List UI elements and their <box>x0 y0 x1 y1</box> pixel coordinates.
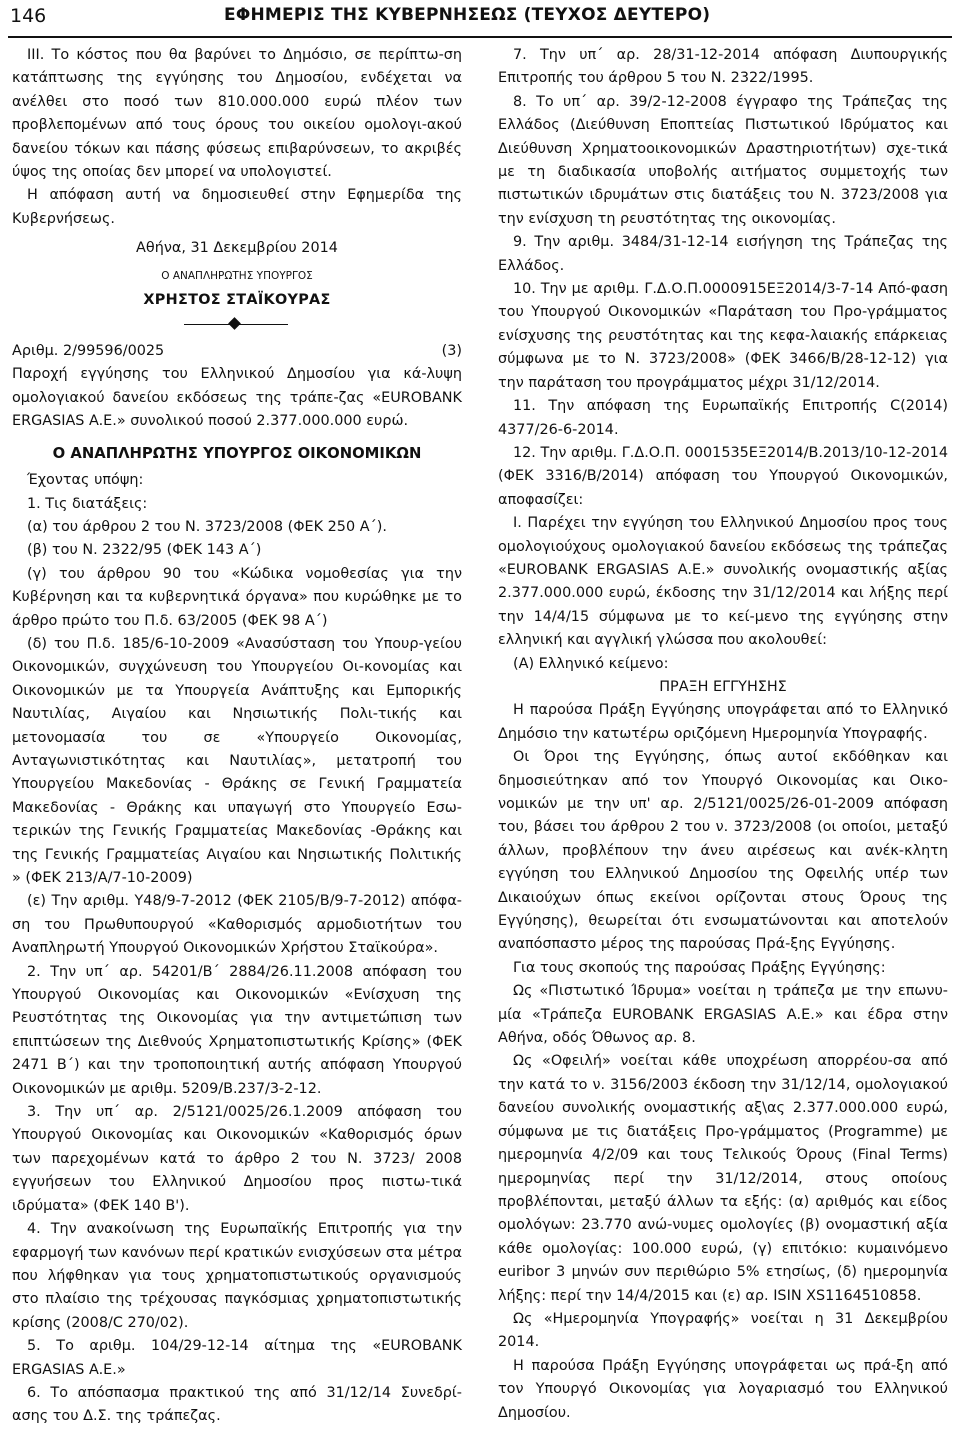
decision-index: (3) <box>441 343 462 360</box>
list-item: (α) του άρθρου 2 του Ν. 3723/2008 (ΦΕΚ 250 Α΄). <box>27 518 387 535</box>
paragraph: Η απόφαση αυτή να δημοσιευθεί στην Εφημερίδα της Κυβερνήσεως. <box>12 187 462 227</box>
paragraph: Ως «Οφειλή» νοείται κάθε υποχρέωση απορρέου-σα από την κατά το ν. 3156/2003 έκδοση την 31/12/14, ομολογιακού δανείου συνολικής ονομαστικής αξ\ας 2.377.000.000 ευρώ, σύμφωνα με τις διατάξεις Προ-γράμματος (Programme) με ημερομηνία 4/2/09 και τους Τελικούς Όρους (Final Terms) ημερομηνίας περί την 31/12/2014, στους οποίους προβλέπονται, μεταξύ άλλων τα εξής: (α) αριθμός και είδος ομολόγων: 23.770 ανώ-νυμες ομολογίες (β) ονομαστική αξία κάθε ομολογίας: 100.000 ευρώ, (γ) επιτόκιο: κυμαινόμενο euribor 3 μηνών συν περιθώριο 5% ετησίως, (δ) ημερομηνία λήξης: περί την 14/4/2015 και (ε) αρ. ISIN XS1164510858. <box>498 1053 948 1304</box>
list-item: 10. Την με αριθμ. Γ.Δ.Ο.Π.0000915ΕΞ2014/3-7-14 Από-φαση του Υπουργού Οικονομικών «Παράταση του Προ-γράμματος ενίσχυσης της ρευστότητας και της κεφα-λαιακής επάρκειας σύμφωνα με το Ν. 3723/2008» (ΦΕΚ 3466/Β/28-12-12) για την παράταση του προγράμματος μέχρι 31/12/2014. <box>498 281 948 391</box>
paragraph: (Α) Ελληνικό κείμενο: <box>513 655 669 672</box>
decision-number: Αριθμ. 2/99596/0025 <box>12 343 165 360</box>
right-column <box>498 44 948 1425</box>
header-rule <box>8 36 952 38</box>
decision-number-row <box>12 340 462 363</box>
list-item: (β) του Ν. 2322/95 (ΦΕΚ 143 Α΄) <box>27 542 262 559</box>
list-item: Έχοντας υπόψη: <box>27 472 144 489</box>
list-item: 1. Τις διατάξεις: <box>27 495 148 512</box>
list-item: 5. Το αριθμ. 104/29-12-14 αίτημα της «EUROBANK ERGASIAS A.E.» <box>12 1338 462 1378</box>
paragraph: Για τους σκοπούς της παρούσας Πράξης Εγγύησης: <box>513 959 886 976</box>
list-item: 3. Την υπ΄ αρ. 2/5121/0025/26.1.2009 απόφαση του Υπουργού Οικονομίας και Οικονομικών «Καθορισμός όρων των παρεχομένων κατά το άρθρο 2 του Ν. 3723/ 2008 εγγυήσεων του Ελληνικού Δημοσίου προς πιστω-τικά ιδρύματα» (ΦΕΚ 140 Β'). <box>12 1104 462 1214</box>
signature-role: Ο ΑΝΑΠΛΗΡΩΤΗΣ ΥΠΟΥΡΓΟΣ <box>161 269 313 282</box>
paragraph: Οι Όροι της Εγγύησης, όπως αυτοί εκδόθηκαν και δημοσιεύτηκαν από τον Υπουργό Οικονομίας και Οικο-νομικών με την υπ' αρ. 2/5121/0025/26-01-2009 απόφαση του, βάσει του άρθρου 2 του ν. 3723/2008 (οι οποίοι, μεταξύ άλλων, προβλέπουν την άνευ αιρέσεως και ανέκ-κλητη εγγύηση του Ελληνικού Δημοσίου της Οφειλής υπέρ των Δικαιούχων όπως εκείνοι ορίζονται στους Όρους της Εγγύησης), θεωρείται ότι ενσωματώνονται και αποτελούν αναπόσπαστο μέρος της παρούσας Πρά-ξης Εγγύησης. <box>498 749 948 953</box>
decision-subject: Παροχή εγγύησης του Ελληνικού Δημοσίου για κά-λυψη ομολογιακού δανείου εκδόσεως της τράπε-ζας «EUROBANK ERGASIAS A.E.» συνολικού ποσού 2.377.000.000 ευρώ. <box>12 366 462 430</box>
paragraph: ΙΙΙ. Το κόστος που θα βαρύνει το Δημόσιο, σε περίπτω-ση κατάπτωσης της εγγύησης του Δημοσίου, ενδέχεται να ανέλθει στο ποσό των 810.000.000 ευρώ πλέον των προβλεπομένων από τους όρους του οικείου ομολογι-ακού δανείου τόκων και πάσης φύσεως επιβαρύνσεων, το ακριβές ύψος της οποίας δεν μπορεί να υπολογιστεί. <box>12 47 462 181</box>
paragraph: Ως «Πιστωτικό Ίδρυμα» νοείται η τράπεζα με την επωνυ-μία «Τράπεζα EUROBANK ERGASIAS Α.Ε.» και έδρα στην Αθήνα, οδός Όθωνος αρ. 8. <box>498 983 948 1047</box>
list-item: (γ) του άρθρου 90 του «Κώδικα νομοθεσίας για την Κυβέρνηση και τα κυβερνητικά όργανα» που κυρώθηκε με το άρθρο πρώτο του Π.δ. 63/2005 (ΦΕΚ 98 Α΄) <box>12 565 462 629</box>
paragraph: Ως «Ημερομηνία Υπογραφής» νοείται η 31 Δεκεμβρίου 2014. <box>498 1310 948 1351</box>
list-item: 9. Την αριθμ. 3484/31-12-14 εισήγηση της Τράπεζας της Ελλάδος. <box>498 234 948 274</box>
list-item: 8. Το υπ΄ αρ. 39/2-12-2008 έγγραφο της Τράπεζας της Ελλάδος (Διεύθυνση Εποπτείας Πιστωτικού Ιδρύματος και Διεύθυνση Χρηματοοικονομικών Δραστηριοτήτων) σχε-τικά με τη διαδικασία υποβολής αιτήματος συμμετοχής των πιστωτικών ιδρυμάτων στις διατάξεις του Ν. 3723/2008 για την ενίσχυση τη ρευστότητας της οικονομίας. <box>498 93 948 227</box>
list-item: 2. Την υπ΄ αρ. 54201/Β΄ 2884/26.11.2008 απόφαση του Υπουργού Οικονομίας και Οικονομικών «Ενίσχυση της Ρευστότητας της Οικονομίας για την αντιμετώπιση των επιπτώσεων της Διεθνούς Χρηματοπιστωτικής Κρίσης» (ΦΕΚ 2471 Β΄) και την τροποποιητική αυτής απόφαση Υπουργού Οικονομικών με αριθμ. 5209/Β.237/3-2-12. <box>12 963 462 1097</box>
gazette-title: ΕΦΗΜΕΡΙΣ ΤΗΣ ΚΥΒΕΡΝΗΣΕΩΣ (ΤΕΥΧΟΣ ΔΕΥΤΕΡΟ) <box>224 5 711 25</box>
paragraph: Η παρούσα Πράξη Εγγύησης υπογράφεται από το Ελληνικό Δημόσιο την κατωτέρω οριζόμενη Ημερομηνία Υπογραφής. <box>498 702 948 742</box>
paragraph: Ι. Παρέχει την εγγύηση του Ελληνικού Δημοσίου προς τους ομολογιούχους ομολογιακού δανείου εκδόσεως της τράπεζας «EUROBANK ERGASIAS A.E.» συνολικής ονομαστικής αξίας 2.377.000.000 ευρώ, έκδοσης την 31/12/2014 και λήξης περί την 14/4/15 σύμφωνα με το κεί-μενο της εγγύησης στην ελληνική και αγγλική γλώσσα που ακολουθεί: <box>498 515 948 649</box>
section-separator <box>12 316 462 334</box>
list-item: (ε) Την αριθμ. Υ48/9-7-2012 (ΦΕΚ 2105/Β/9-7-2012) απόφα-ση του Πρωθυπουργού «Καθορισμός αρμοδιοτήτων του Αναπληρωτή Υπουργού Οικονομικών Χρήστου Σταϊκούρα». <box>12 893 462 957</box>
list-item: 6. Το απόσπασμα πρακτικού της από 31/12/14 Συνεδρί-ασης του Δ.Σ. της τράπεζας. <box>12 1384 462 1425</box>
diamond-icon <box>228 317 241 330</box>
list-item: 4. Την ανακοίνωση της Ευρωπαϊκής Επιτροπής για την εφαρμογή των κανόνων περί κρατικών ενισχύσεων στα μέτρα που λήφθηκαν για τους χρηματοπιστωτικούς οργανισμούς στο πλαίσιο της τρέχουσας παγκόσμιας χρηματοπιστωτικής κρίσης (2008/C 270/02). <box>12 1221 462 1331</box>
signature-date: Αθήνα, 31 Δεκεμβρίου 2014 <box>136 240 338 257</box>
list-item: 7. Την υπ΄ αρ. 28/31-12-2014 απόφαση Διυπουργικής Επιτροπής του άρθρου 5 του Ν. 2322/1995. <box>498 47 948 87</box>
paragraph: Η παρούσα Πράξη Εγγύησης υπογράφεται ως πρά-ξη από τον Υπουργό Οικονομίας για λογαριασμό του Ελληνικού Δημοσίου. <box>498 1357 948 1421</box>
list-item: 11. Την απόφαση της Ευρωπαϊκής Επιτροπής C(2014) 4377/26-6-2014. <box>498 398 948 438</box>
section-title: ΠΡΑΞΗ ΕΓΓΥΗΣΗΣ <box>659 678 787 695</box>
signature-name: ΧΡΗΣΤΟΣ ΣΤΑΪΚΟΥΡΑΣ <box>143 291 331 308</box>
list-item: 12. Την αριθμ. Γ.Δ.Ο.Π. 0001535ΕΞ2014/Β.2013/10-12-2014 (ΦΕΚ 3316/Β/2014) απόφαση του Υπουργού Οικονομικών, αποφασίζει: <box>498 444 948 508</box>
authority-heading: Ο ΑΝΑΠΛΗΡΩΤΗΣ ΥΠΟΥΡΓΟΣ ΟΙΚΟΝΟΜΙΚΩΝ <box>52 444 422 462</box>
page-number: 146 <box>10 5 47 27</box>
page-header <box>0 0 960 40</box>
left-column <box>12 44 462 1429</box>
list-item: (δ) του Π.δ. 185/6-10-2009 «Ανασύσταση του Υπουρ-γείου Οικονομικών, συγχώνευση του Υπουργείου Οι-κονομίας και Οικονομικών με τα Υπουργεία Ανάπτυξης και Εμπορικής Ναυτιλίας, Αιγαίου και Νησιωτικής Πολι-τικής και μετονομασία του σε «Υπουργείο Οικονομίας, Ανταγωνιστικότητας και Ναυτιλίας», μετατροπή του Υπουργείου Μακεδονίας - Θράκης σε Γενική Γραμματεία Μακεδονίας - Θράκης και υπαγωγή στο Υπουργείο Εσω-τερικών της Γενικής Γραμματείας Μακεδονίας -Θράκης και της Γενικής Γραμματείας Αιγαίου και Νησιωτικής Πολιτικής » (ΦΕΚ 213/Α/7-10-2009) <box>12 635 462 886</box>
